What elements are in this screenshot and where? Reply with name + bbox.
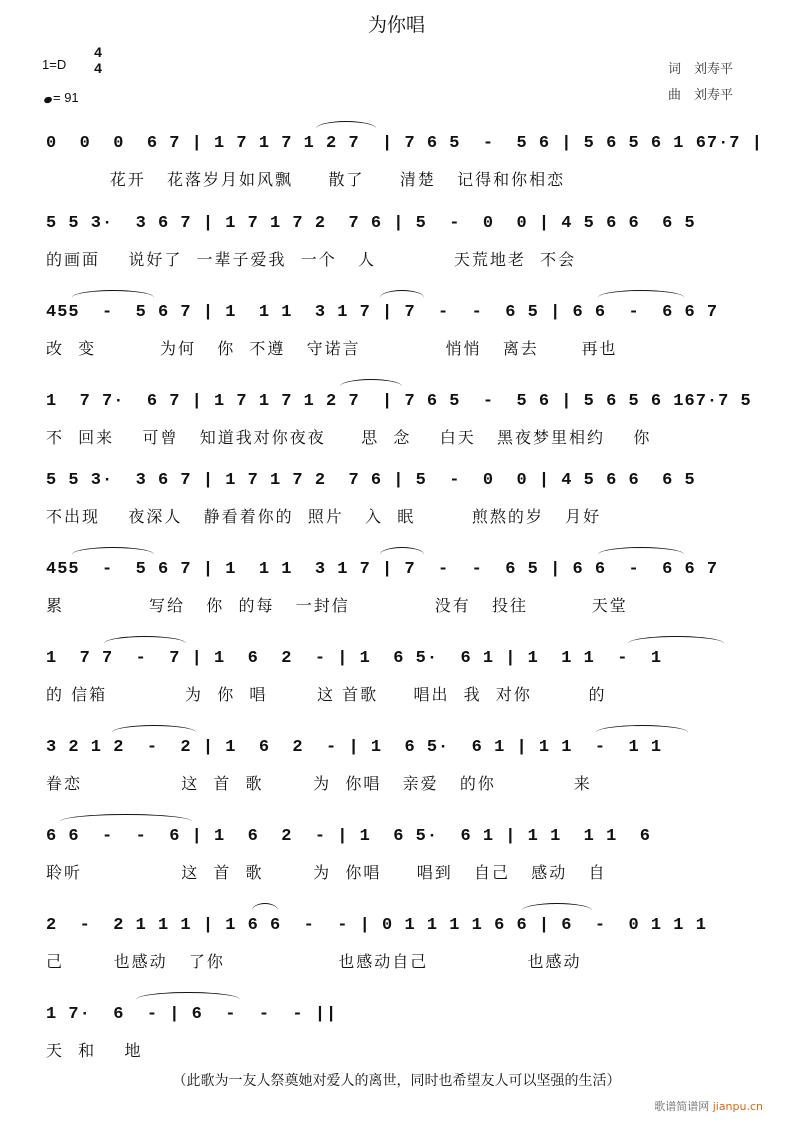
lyricist-credit: 词 刘寿平 — [668, 62, 734, 77]
tempo-marking — [44, 90, 79, 105]
composer-credit: 曲 刘寿平 — [668, 88, 734, 103]
watermark — [654, 1098, 763, 1114]
tie-arc — [72, 290, 154, 305]
time-signature — [88, 44, 108, 76]
tie-arc — [104, 636, 186, 651]
watermark-site: 歌谱简谱网 — [654, 1100, 710, 1113]
notation-line: 3 2 1 2 - 2 | 1 6 2 - | 1 6 5· 6 1 | 1 1 - 1 1 — [46, 738, 663, 757]
tie-arc — [316, 121, 376, 136]
tie-arc — [628, 636, 724, 651]
tie-arc — [72, 547, 154, 562]
lyric-line: 眷恋 这 首 歌 为 你唱 亲爱 的你 来 — [46, 774, 592, 793]
notation-line: 5 5 3· 3 6 7 | 1 7 1 7 2 7 6 | 5 - 0 0 | 4 5 6 6 6 5 — [46, 214, 696, 233]
footnote: （此歌为一友人祭奠她对爱人的离世，同时也希望友人可以坚强的生活） — [172, 1073, 621, 1089]
notation-line: 455 - 5 6 7 | 1 1 1 3 1 7 | 7 - - 6 5 | 6 6 - 6 6 7 — [46, 303, 719, 322]
notation-line: 1 7· 6 - | 6 - - - || — [46, 1005, 338, 1024]
time-signature-top: 4 — [94, 44, 102, 60]
lyric-line: 花开 花落岁月如风飘 散了 清楚 记得和你相恋 — [46, 170, 566, 189]
tie-arc — [596, 725, 688, 740]
quarter-note-icon — [43, 96, 53, 104]
lyric-line: 不 回来 可曾 知道我对你夜夜 思 念 白天 黑夜梦里相约 你 — [46, 428, 652, 447]
tie-arc — [60, 814, 192, 829]
notation-line: 5 5 3· 3 6 7 | 1 7 1 7 2 7 6 | 5 - 0 0 | 4 5 6 6 6 5 — [46, 471, 696, 490]
lyric-line: 天 和 地 — [46, 1041, 143, 1060]
tie-arc — [598, 290, 684, 305]
tie-arc — [380, 290, 424, 305]
notation-line: 0 0 0 6 7 | 1 7 1 7 1 2 7 | 7 6 5 - 5 6 | 5 6 5 6 1 67·7 | — [46, 134, 763, 153]
watermark-domain: jianpu.cn — [712, 1100, 763, 1113]
lyric-line: 己 也感动 了你 也感动自己 也感动 — [46, 952, 582, 971]
lyric-line: 改 变 为何 你 不遵 守诺言 悄悄 离去 再也 — [46, 339, 618, 358]
lyric-line: 累 写给 你 的每 一封信 没有 投往 天堂 — [46, 596, 628, 615]
tie-arc — [522, 903, 592, 918]
time-signature-bottom: 4 — [94, 60, 102, 76]
notation-line: 1 7 7· 6 7 | 1 7 1 7 1 2 7 | 7 6 5 - 5 6 | 5 6 5 6 167·7 5 — [46, 392, 752, 411]
tie-arc — [380, 547, 424, 562]
tie-arc — [112, 725, 196, 740]
lyric-line: 不出现 夜深人 静看着你的 照片 入 眠 煎熬的岁 月好 — [46, 507, 602, 526]
tempo-value: = 91 — [53, 90, 79, 105]
tie-arc — [136, 992, 240, 1007]
page-title: 为你唱 — [367, 14, 425, 36]
lyric-line: 的画面 说好了 一辈子爱我 一个 人 天荒地老 不会 — [46, 250, 577, 269]
notation-line: 2 - 2 1 1 1 | 1 6 6 - - | 0 1 1 1 1 6 6 | 6 - 0 1 1 1 — [46, 916, 707, 935]
tie-arc — [252, 903, 278, 918]
key-signature: 1=D — [42, 57, 67, 72]
notation-line: 1 7 7 - 7 | 1 6 2 - | 1 6 5· 6 1 | 1 1 1 - 1 — [46, 649, 663, 668]
lyric-line: 的 信箱 为 你 唱 这 首歌 唱出 我 对你 的 — [46, 685, 607, 704]
lyric-line: 聆听 这 首 歌 为 你唱 唱到 自己 感动 自 — [46, 863, 607, 882]
tie-arc — [340, 379, 402, 394]
notation-line: 6 6 - - 6 | 1 6 2 - | 1 6 5· 6 1 | 1 1 1 1 6 — [46, 827, 651, 846]
notation-line: 455 - 5 6 7 | 1 1 1 3 1 7 | 7 - - 6 5 | 6 6 - 6 6 7 — [46, 560, 719, 579]
tie-arc — [598, 547, 684, 562]
